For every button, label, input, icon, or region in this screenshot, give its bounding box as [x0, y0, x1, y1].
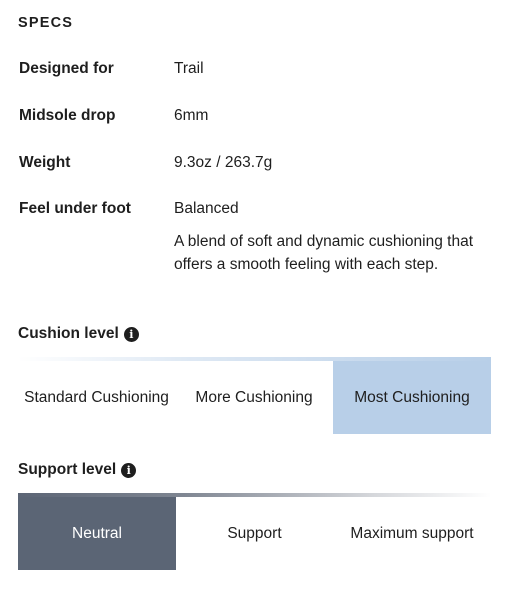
- cushion-level-title: Cushion level: [18, 325, 119, 342]
- support-option-neutral[interactable]: Neutral: [18, 497, 176, 570]
- support-option-support[interactable]: Support: [227, 525, 282, 542]
- spec-value: 9.3oz / 263.7g: [174, 154, 273, 171]
- cushion-option-standard[interactable]: Standard Cushioning: [24, 389, 169, 406]
- spec-value: Trail: [174, 60, 204, 77]
- cushion-level-selector: [18, 361, 491, 434]
- spec-value: Balanced: [174, 200, 239, 217]
- cushion-option-most[interactable]: Most Cushioning: [333, 361, 491, 434]
- spec-value: 6mm: [174, 107, 209, 124]
- feel-description: A blend of soft and dynamic cushioning that offers a smooth feeling with each step.: [174, 233, 474, 273]
- support-option-maximum[interactable]: Maximum support: [350, 525, 474, 542]
- info-icon[interactable]: i: [121, 463, 136, 478]
- support-level-heading: [18, 461, 136, 479]
- info-icon[interactable]: i: [124, 327, 139, 342]
- support-level-selector: [18, 497, 491, 570]
- cushion-option-more[interactable]: More Cushioning: [195, 389, 313, 406]
- specs-section-title: SPECS: [18, 15, 74, 31]
- spec-label: Feel under foot: [19, 200, 131, 217]
- spec-label: Weight: [19, 154, 71, 171]
- spec-label: Designed for: [19, 60, 114, 77]
- cushion-level-heading: [18, 325, 139, 343]
- support-level-title: Support level: [18, 461, 117, 478]
- spec-label: Midsole drop: [19, 107, 116, 124]
